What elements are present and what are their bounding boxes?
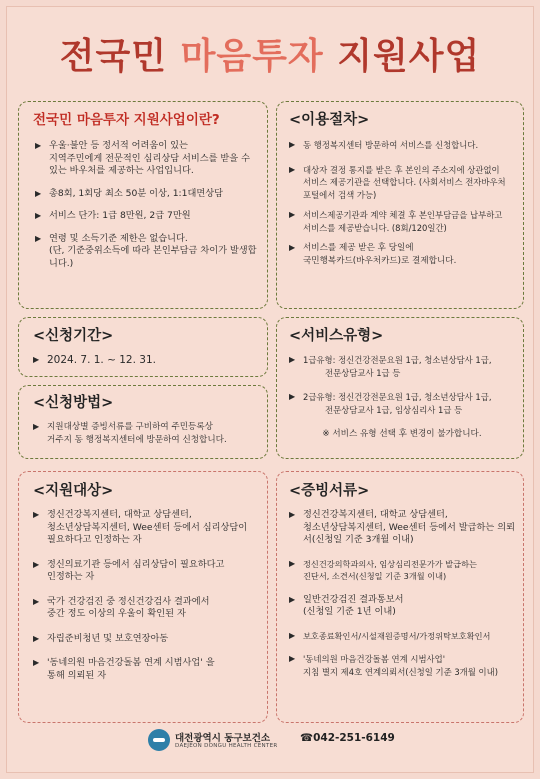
procedure-item: ▶ 대상자 결정 통지를 받은 후 본인의 주소지에 상관없이 서비스 제공기관을 선택합니다. (사회서비스 전자바우처 포털에서 검색 가능) [289, 164, 515, 202]
service-types-note: ※ 서비스 유형 선택 후 변경이 불가합니다. [322, 429, 482, 439]
eligibility-item: ▶ 정신의료기관 등에서 심리상담이 필요하다고 인정하는 자 [33, 559, 257, 584]
service-type-item: ▶ 1급유형: 정신건강전문요원 1급, 청소년상담사 1급, 전문상담교사 1급 등 [289, 354, 515, 379]
title-part-2: 마음투자 [180, 36, 324, 77]
period-heading: <신청기간> [33, 328, 114, 344]
method-section [18, 385, 268, 459]
footer [0, 728, 540, 760]
documents-item: ▶ 보호종료확인서/시설재원증명서/가정위탁보호확인서 [289, 630, 515, 643]
intro-section [18, 101, 268, 309]
org-name-english: DAEJEON DONGU HEALTH CENTER [175, 743, 278, 749]
documents-item: ▶ 정신건강복지센터, 대학교 상담센터, 청소년상담복지센터, Wee센터 등에서 발급하는 의뢰서(신청일 기준 3개월 이내) [289, 509, 515, 547]
method-item: ▶ 지원대상별 증빙서류를 구비하여 주민등록상 거주지 동 행정복지센터에 방문하여 신청합니다. [33, 421, 259, 446]
intro-item: ▶ 총8회, 1회당 최소 50분 이상, 1:1대면상담 [35, 188, 257, 201]
documents-section [276, 471, 524, 723]
title-part-3: 지원사업 [323, 36, 481, 77]
health-center-logo-icon [148, 729, 170, 751]
documents-item: ▶ '동네의원 마음건강돌봄 연계 시범사업' 지침 별지 제4호 연계의뢰서(신청일 기준 3개월 이내) [289, 653, 515, 678]
phone-number: ☎042-251-6149 [300, 732, 395, 744]
org-name: 대전광역시 동구보건소 [175, 733, 271, 744]
title-part-1: 전국민 [59, 36, 181, 77]
period-item: ▶ 2024. 7. 1. ~ 12. 31. [33, 354, 257, 367]
service-types-heading: <서비스유형> [289, 328, 384, 344]
documents-item: ▶ 정신건강의학과의사, 임상심리전문가가 발급하는 진단서, 소견서(신청일 기준 3개월 이내) [289, 558, 515, 583]
eligibility-item: ▶ '동네의원 마음건강돌봄 연계 시범사업' 을 통해 의뢰된 자 [33, 657, 257, 682]
procedure-item: ▶ 동 행정복지센터 방문하여 서비스를 신청합니다. [289, 139, 515, 152]
intro-item: ▶ 서비스 단가: 1급 8만원, 2급 7만원 [35, 210, 257, 223]
intro-item: ▶ 우울·불안 등 정서적 어려움이 있는 지역주민에게 전문적인 심리상담 서비스를 받을 수 있는 바우처를 제공하는 사업입니다. [35, 140, 257, 178]
service-types-section [276, 317, 524, 459]
documents-heading: <증빙서류> [289, 483, 370, 499]
procedure-item: ▶ 서비스제공기관과 계약 체결 후 본인부담금을 납부하고 서비스를 제공받습니다. (8회/120일간) [289, 209, 515, 234]
poster-title [0, 28, 540, 79]
intro-heading: 전국민 마음투자 지원사업이란? [33, 112, 220, 128]
eligibility-section [18, 471, 268, 723]
eligibility-item: ▶ 자립준비청년 및 보호연장아동 [33, 633, 257, 646]
documents-item: ▶ 일반건강검진 결과통보서 (신청일 기준 1년 이내) [289, 594, 515, 619]
procedure-heading: <이용절차> [289, 112, 370, 128]
service-type-item: ▶ 2급유형: 정신건강전문요원 1급, 청소년상담사 1급, 전문상담교사 1급, 임상심리사 1급 등 [289, 391, 515, 416]
intro-item: ▶ 연령 및 소득기준 제한은 없습니다. (단, 기준중위소득에 따라 본인부담금 차이가 발생합니다.) [35, 233, 257, 271]
procedure-item: ▶ 서비스를 제공 받은 후 당일에 국민행복카드(바우처카드)로 결제합니다. [289, 242, 515, 267]
method-heading: <신청방법> [33, 395, 114, 411]
eligibility-item: ▶ 국가 건강검진 중 정신건강검사 결과에서 중간 정도 이상의 우울이 확인된 자 [33, 596, 257, 621]
procedure-section [276, 101, 524, 309]
eligibility-heading: <지원대상> [33, 483, 114, 499]
eligibility-item: ▶ 정신건강복지센터, 대학교 상담센터, 청소년상담복지센터, Wee센터 등에서 심리상담이 필요하다고 인정하는 자 [33, 509, 257, 547]
period-section [18, 317, 268, 377]
